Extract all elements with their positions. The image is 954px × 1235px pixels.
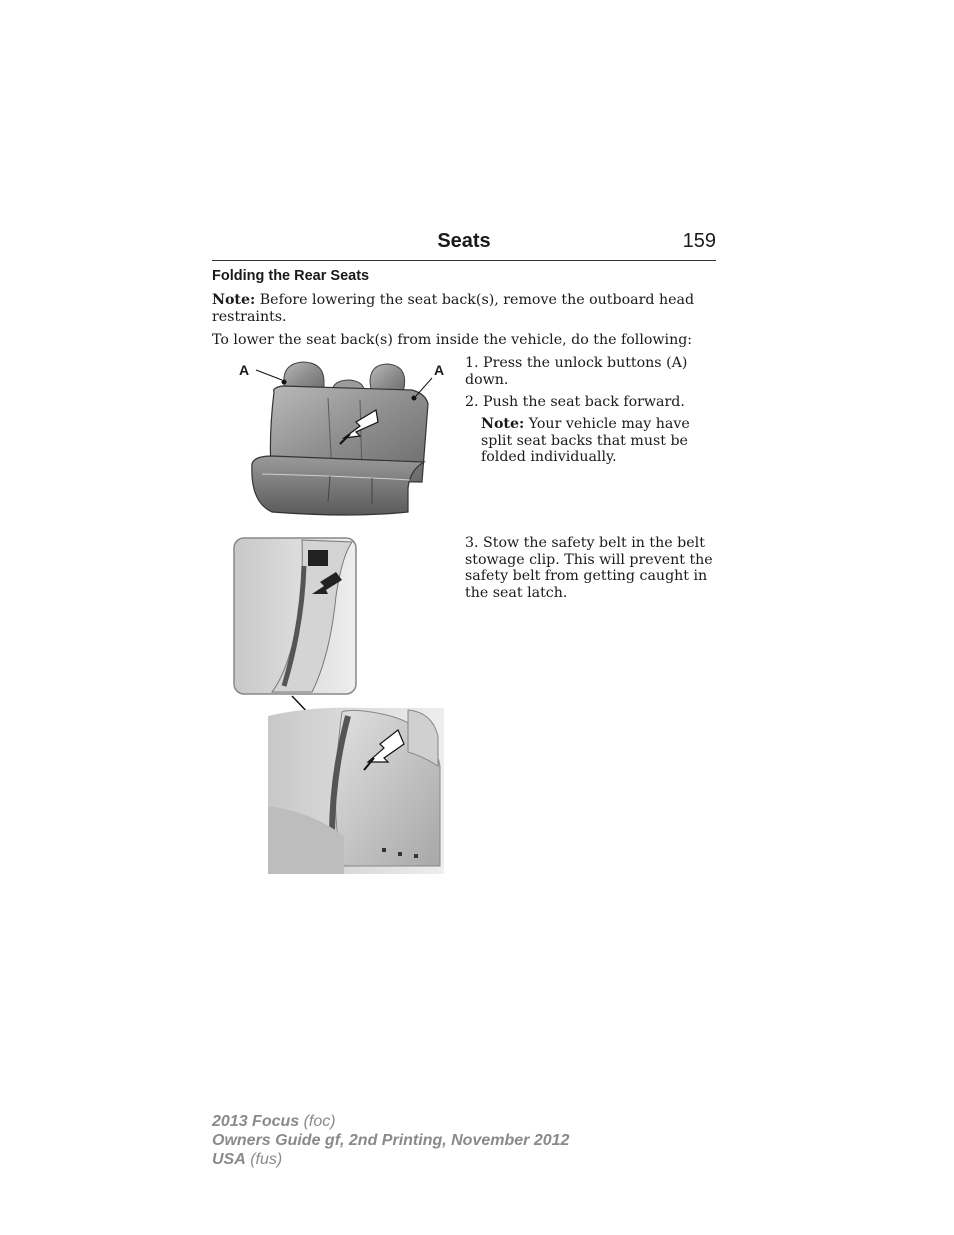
chapter-title: Seats xyxy=(437,230,491,252)
step-3: 3. Stow the safety belt in the belt stowage clip. This will prevent the safety belt from getting caught in the seat latch. xyxy=(465,535,713,601)
footer-line-2: Owners Guide gf, 2nd Printing, November 2012 xyxy=(212,1132,570,1149)
callout-label-right: A xyxy=(434,362,445,378)
footer-line-1: 2013 Focus (foc) xyxy=(212,1113,336,1130)
footer-line-3: USA (fus) xyxy=(212,1151,283,1168)
note-text: Before lowering the seat back(s), remove the outboard head restraints. xyxy=(212,292,695,325)
note-label: Note: xyxy=(481,416,525,432)
note-paragraph xyxy=(212,292,716,325)
note-split-seat xyxy=(481,416,717,466)
intro-paragraph: To lower the seat back(s) from inside the vehicle, do the following: xyxy=(212,332,693,348)
step-1: 1. Press the unlock buttons (A) down. xyxy=(465,355,688,388)
callout-label-left: A xyxy=(239,362,250,378)
belt-stowage-illustration xyxy=(232,536,446,876)
section-heading: Folding the Rear Seats xyxy=(212,268,370,284)
page-header xyxy=(212,228,716,261)
page-footer xyxy=(212,1112,569,1169)
note-text: Your vehicle may have split seat backs that must be folded individually. xyxy=(481,416,690,465)
step-2: 2. Push the seat back forward. xyxy=(465,394,685,410)
rear-seat-illustration xyxy=(232,352,445,522)
note-label: Note: xyxy=(212,292,256,308)
page-number: 159 xyxy=(682,230,716,252)
